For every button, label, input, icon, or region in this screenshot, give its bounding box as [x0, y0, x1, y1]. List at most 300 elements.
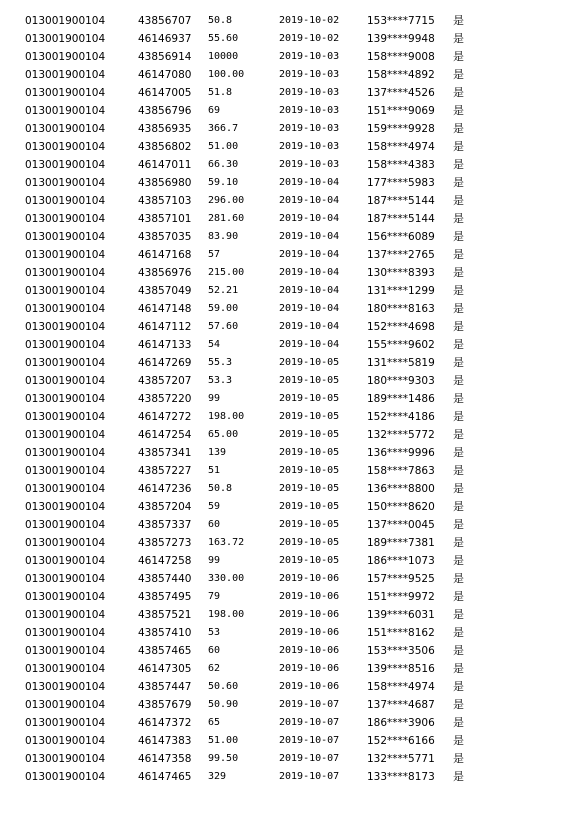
account-cell: 013001900104	[25, 303, 106, 315]
table-row	[0, 714, 561, 732]
data-table	[0, 12, 561, 786]
table-row	[0, 534, 561, 552]
phone-cell: 139****6031	[367, 609, 435, 621]
account-cell: 013001900104	[25, 375, 106, 387]
order-id-cell: 46147112	[138, 321, 192, 333]
order-id-cell: 43857679	[138, 699, 192, 711]
flag-cell: 是	[453, 104, 464, 117]
account-cell: 013001900104	[25, 645, 106, 657]
amount-cell: 57.60	[208, 321, 239, 332]
date-cell: 2019-10-06	[279, 681, 340, 692]
table-row	[0, 660, 561, 678]
amount-cell: 79	[208, 591, 221, 602]
table-row	[0, 588, 561, 606]
phone-cell: 133****8173	[367, 771, 435, 783]
flag-cell: 是	[453, 662, 464, 675]
date-cell: 2019-10-04	[279, 213, 340, 224]
amount-cell: 281.60	[208, 213, 245, 224]
amount-cell: 51	[208, 465, 221, 476]
order-id-cell: 46147305	[138, 663, 192, 675]
order-id-cell: 43857337	[138, 519, 192, 531]
flag-cell: 是	[453, 374, 464, 387]
table-row	[0, 570, 561, 588]
table-row	[0, 552, 561, 570]
flag-cell: 是	[453, 158, 464, 171]
table-row	[0, 498, 561, 516]
flag-cell: 是	[453, 626, 464, 639]
account-cell: 013001900104	[25, 573, 106, 585]
phone-cell: 158****4974	[367, 681, 435, 693]
order-id-cell: 46147372	[138, 717, 192, 729]
amount-cell: 366.7	[208, 123, 239, 134]
date-cell: 2019-10-04	[279, 249, 340, 260]
order-id-cell: 46146937	[138, 33, 192, 45]
account-cell: 013001900104	[25, 429, 106, 441]
account-cell: 013001900104	[25, 177, 106, 189]
table-row	[0, 318, 561, 336]
phone-cell: 159****9928	[367, 123, 435, 135]
account-cell: 013001900104	[25, 501, 106, 513]
date-cell: 2019-10-05	[279, 483, 340, 494]
amount-cell: 66.30	[208, 159, 239, 170]
account-cell: 013001900104	[25, 717, 106, 729]
phone-cell: 158****7863	[367, 465, 435, 477]
order-id-cell: 46147005	[138, 87, 192, 99]
date-cell: 2019-10-04	[279, 231, 340, 242]
date-cell: 2019-10-06	[279, 591, 340, 602]
account-cell: 013001900104	[25, 321, 106, 333]
order-id-cell: 46147358	[138, 753, 192, 765]
order-id-cell: 46147269	[138, 357, 192, 369]
flag-cell: 是	[453, 770, 464, 783]
table-row	[0, 120, 561, 138]
amount-cell: 99.50	[208, 753, 239, 764]
date-cell: 2019-10-06	[279, 573, 340, 584]
phone-cell: 151****9069	[367, 105, 435, 117]
table-row	[0, 642, 561, 660]
table-row	[0, 696, 561, 714]
account-cell: 013001900104	[25, 393, 106, 405]
flag-cell: 是	[453, 680, 464, 693]
phone-cell: 139****8516	[367, 663, 435, 675]
date-cell: 2019-10-04	[279, 339, 340, 350]
flag-cell: 是	[453, 212, 464, 225]
phone-cell: 137****4526	[367, 87, 435, 99]
table-row	[0, 516, 561, 534]
order-id-cell: 43856802	[138, 141, 192, 153]
account-cell: 013001900104	[25, 141, 106, 153]
amount-cell: 59.00	[208, 303, 239, 314]
flag-cell: 是	[453, 86, 464, 99]
date-cell: 2019-10-07	[279, 699, 340, 710]
phone-cell: 151****9972	[367, 591, 435, 603]
order-id-cell: 43856796	[138, 105, 192, 117]
table-row	[0, 390, 561, 408]
phone-cell: 153****7715	[367, 15, 435, 27]
phone-cell: 137****2765	[367, 249, 435, 261]
phone-cell: 180****8163	[367, 303, 435, 315]
account-cell: 013001900104	[25, 267, 106, 279]
account-cell: 013001900104	[25, 555, 106, 567]
phone-cell: 152****6166	[367, 735, 435, 747]
order-id-cell: 46147383	[138, 735, 192, 747]
order-id-cell: 46147011	[138, 159, 192, 171]
flag-cell: 是	[453, 122, 464, 135]
table-row	[0, 102, 561, 120]
order-id-cell: 43857341	[138, 447, 192, 459]
phone-cell: 180****9303	[367, 375, 435, 387]
flag-cell: 是	[453, 68, 464, 81]
phone-cell: 177****5983	[367, 177, 435, 189]
account-cell: 013001900104	[25, 483, 106, 495]
amount-cell: 59	[208, 501, 221, 512]
amount-cell: 65.00	[208, 429, 239, 440]
date-cell: 2019-10-02	[279, 15, 340, 26]
flag-cell: 是	[453, 500, 464, 513]
order-id-cell: 43856707	[138, 15, 192, 27]
amount-cell: 215.00	[208, 267, 245, 278]
amount-cell: 163.72	[208, 537, 245, 548]
date-cell: 2019-10-06	[279, 663, 340, 674]
flag-cell: 是	[453, 356, 464, 369]
date-cell: 2019-10-05	[279, 447, 340, 458]
phone-cell: 131****5819	[367, 357, 435, 369]
account-cell: 013001900104	[25, 591, 106, 603]
flag-cell: 是	[453, 644, 464, 657]
date-cell: 2019-10-05	[279, 411, 340, 422]
table-row	[0, 210, 561, 228]
phone-cell: 150****8620	[367, 501, 435, 513]
account-cell: 013001900104	[25, 357, 106, 369]
order-id-cell: 43857220	[138, 393, 192, 405]
order-id-cell: 43857035	[138, 231, 192, 243]
amount-cell: 54	[208, 339, 221, 350]
order-id-cell: 46147148	[138, 303, 192, 315]
phone-cell: 152****4186	[367, 411, 435, 423]
phone-cell: 152****4698	[367, 321, 435, 333]
phone-cell: 151****8162	[367, 627, 435, 639]
account-cell: 013001900104	[25, 609, 106, 621]
date-cell: 2019-10-03	[279, 141, 340, 152]
account-cell: 013001900104	[25, 735, 106, 747]
date-cell: 2019-10-04	[279, 285, 340, 296]
date-cell: 2019-10-04	[279, 195, 340, 206]
table-row	[0, 84, 561, 102]
order-id-cell: 43857495	[138, 591, 192, 603]
account-cell: 013001900104	[25, 447, 106, 459]
table-row	[0, 372, 561, 390]
date-cell: 2019-10-05	[279, 465, 340, 476]
flag-cell: 是	[453, 554, 464, 567]
table-row	[0, 282, 561, 300]
table-row	[0, 48, 561, 66]
amount-cell: 83.90	[208, 231, 239, 242]
phone-cell: 189****7381	[367, 537, 435, 549]
order-id-cell: 46147258	[138, 555, 192, 567]
order-id-cell: 43857410	[138, 627, 192, 639]
table-row	[0, 336, 561, 354]
phone-cell: 187****5144	[367, 213, 435, 225]
phone-cell: 139****9948	[367, 33, 435, 45]
date-cell: 2019-10-03	[279, 69, 340, 80]
table-row	[0, 246, 561, 264]
date-cell: 2019-10-05	[279, 537, 340, 548]
phone-cell: 186****3906	[367, 717, 435, 729]
date-cell: 2019-10-06	[279, 645, 340, 656]
flag-cell: 是	[453, 176, 464, 189]
order-id-cell: 43857440	[138, 573, 192, 585]
table-row	[0, 66, 561, 84]
phone-cell: 132****5771	[367, 753, 435, 765]
flag-cell: 是	[453, 698, 464, 711]
amount-cell: 50.8	[208, 483, 233, 494]
date-cell: 2019-10-05	[279, 429, 340, 440]
phone-cell: 189****1486	[367, 393, 435, 405]
table-row	[0, 768, 561, 786]
phone-cell: 158****4974	[367, 141, 435, 153]
amount-cell: 62	[208, 663, 221, 674]
account-cell: 013001900104	[25, 627, 106, 639]
table-row	[0, 192, 561, 210]
table-row	[0, 156, 561, 174]
flag-cell: 是	[453, 230, 464, 243]
table-row	[0, 264, 561, 282]
phone-cell: 130****8393	[367, 267, 435, 279]
account-cell: 013001900104	[25, 123, 106, 135]
order-id-cell: 43857204	[138, 501, 192, 513]
account-cell: 013001900104	[25, 339, 106, 351]
date-cell: 2019-10-03	[279, 123, 340, 134]
flag-cell: 是	[453, 572, 464, 585]
order-id-cell: 46147465	[138, 771, 192, 783]
account-cell: 013001900104	[25, 105, 106, 117]
account-cell: 013001900104	[25, 69, 106, 81]
table-row	[0, 606, 561, 624]
order-id-cell: 46147080	[138, 69, 192, 81]
amount-cell: 65	[208, 717, 221, 728]
phone-cell: 137****0045	[367, 519, 435, 531]
phone-cell: 132****5772	[367, 429, 435, 441]
order-id-cell: 43857049	[138, 285, 192, 297]
amount-cell: 198.00	[208, 609, 245, 620]
date-cell: 2019-10-04	[279, 177, 340, 188]
table-row	[0, 462, 561, 480]
amount-cell: 51.00	[208, 141, 239, 152]
amount-cell: 50.8	[208, 15, 233, 26]
amount-cell: 52.21	[208, 285, 239, 296]
date-cell: 2019-10-03	[279, 87, 340, 98]
order-id-cell: 43856935	[138, 123, 192, 135]
date-cell: 2019-10-05	[279, 375, 340, 386]
date-cell: 2019-10-06	[279, 609, 340, 620]
account-cell: 013001900104	[25, 159, 106, 171]
amount-cell: 69	[208, 105, 221, 116]
phone-cell: 187****5144	[367, 195, 435, 207]
amount-cell: 55.60	[208, 33, 239, 44]
account-cell: 013001900104	[25, 681, 106, 693]
date-cell: 2019-10-07	[279, 717, 340, 728]
table-row	[0, 678, 561, 696]
flag-cell: 是	[453, 716, 464, 729]
flag-cell: 是	[453, 50, 464, 63]
account-cell: 013001900104	[25, 15, 106, 27]
date-cell: 2019-10-03	[279, 159, 340, 170]
amount-cell: 51.8	[208, 87, 233, 98]
amount-cell: 296.00	[208, 195, 245, 206]
amount-cell: 10000	[208, 51, 239, 62]
flag-cell: 是	[453, 248, 464, 261]
flag-cell: 是	[453, 302, 464, 315]
date-cell: 2019-10-07	[279, 753, 340, 764]
phone-cell: 157****9525	[367, 573, 435, 585]
order-id-cell: 43857103	[138, 195, 192, 207]
date-cell: 2019-10-02	[279, 33, 340, 44]
date-cell: 2019-10-05	[279, 519, 340, 530]
flag-cell: 是	[453, 446, 464, 459]
date-cell: 2019-10-07	[279, 771, 340, 782]
table-row	[0, 408, 561, 426]
flag-cell: 是	[453, 140, 464, 153]
flag-cell: 是	[453, 536, 464, 549]
flag-cell: 是	[453, 194, 464, 207]
amount-cell: 198.00	[208, 411, 245, 422]
order-id-cell: 46147254	[138, 429, 192, 441]
account-cell: 013001900104	[25, 771, 106, 783]
date-cell: 2019-10-05	[279, 555, 340, 566]
amount-cell: 99	[208, 393, 221, 404]
order-id-cell: 46147168	[138, 249, 192, 261]
table-row	[0, 138, 561, 156]
amount-cell: 53	[208, 627, 221, 638]
order-id-cell: 43857521	[138, 609, 192, 621]
date-cell: 2019-10-05	[279, 357, 340, 368]
flag-cell: 是	[453, 266, 464, 279]
flag-cell: 是	[453, 428, 464, 441]
table-row	[0, 444, 561, 462]
flag-cell: 是	[453, 284, 464, 297]
flag-cell: 是	[453, 752, 464, 765]
phone-cell: 158****9008	[367, 51, 435, 63]
phone-cell: 136****9996	[367, 447, 435, 459]
phone-cell: 153****3506	[367, 645, 435, 657]
flag-cell: 是	[453, 338, 464, 351]
flag-cell: 是	[453, 320, 464, 333]
account-cell: 013001900104	[25, 411, 106, 423]
order-id-cell: 43857465	[138, 645, 192, 657]
amount-cell: 330.00	[208, 573, 245, 584]
phone-cell: 186****1073	[367, 555, 435, 567]
date-cell: 2019-10-03	[279, 105, 340, 116]
account-cell: 013001900104	[25, 285, 106, 297]
amount-cell: 59.10	[208, 177, 239, 188]
flag-cell: 是	[453, 608, 464, 621]
amount-cell: 99	[208, 555, 221, 566]
amount-cell: 329	[208, 771, 227, 782]
table-row	[0, 732, 561, 750]
amount-cell: 100.00	[208, 69, 245, 80]
order-id-cell: 43856976	[138, 267, 192, 279]
account-cell: 013001900104	[25, 465, 106, 477]
account-cell: 013001900104	[25, 699, 106, 711]
flag-cell: 是	[453, 392, 464, 405]
order-id-cell: 43857101	[138, 213, 192, 225]
account-cell: 013001900104	[25, 231, 106, 243]
phone-cell: 158****4383	[367, 159, 435, 171]
account-cell: 013001900104	[25, 195, 106, 207]
phone-cell: 136****8800	[367, 483, 435, 495]
amount-cell: 60	[208, 645, 221, 656]
date-cell: 2019-10-03	[279, 51, 340, 62]
date-cell: 2019-10-04	[279, 303, 340, 314]
order-id-cell: 46147133	[138, 339, 192, 351]
date-cell: 2019-10-06	[279, 627, 340, 638]
table-row	[0, 30, 561, 48]
table-row	[0, 480, 561, 498]
flag-cell: 是	[453, 14, 464, 27]
flag-cell: 是	[453, 590, 464, 603]
phone-cell: 156****6089	[367, 231, 435, 243]
flag-cell: 是	[453, 32, 464, 45]
order-id-cell: 43856914	[138, 51, 192, 63]
order-id-cell: 43857447	[138, 681, 192, 693]
date-cell: 2019-10-07	[279, 735, 340, 746]
account-cell: 013001900104	[25, 33, 106, 45]
account-cell: 013001900104	[25, 213, 106, 225]
phone-cell: 137****4687	[367, 699, 435, 711]
flag-cell: 是	[453, 482, 464, 495]
amount-cell: 57	[208, 249, 221, 260]
order-id-cell: 46147272	[138, 411, 192, 423]
account-cell: 013001900104	[25, 51, 106, 63]
order-id-cell: 46147236	[138, 483, 192, 495]
table-row	[0, 354, 561, 372]
date-cell: 2019-10-05	[279, 393, 340, 404]
flag-cell: 是	[453, 410, 464, 423]
amount-cell: 55.3	[208, 357, 233, 368]
table-row	[0, 300, 561, 318]
account-cell: 013001900104	[25, 87, 106, 99]
order-id-cell: 43857227	[138, 465, 192, 477]
account-cell: 013001900104	[25, 519, 106, 531]
flag-cell: 是	[453, 464, 464, 477]
order-id-cell: 43856980	[138, 177, 192, 189]
amount-cell: 51.00	[208, 735, 239, 746]
order-id-cell: 43857207	[138, 375, 192, 387]
date-cell: 2019-10-05	[279, 501, 340, 512]
table-row	[0, 624, 561, 642]
table-row	[0, 12, 561, 30]
table-row	[0, 750, 561, 768]
amount-cell: 50.60	[208, 681, 239, 692]
table-row	[0, 228, 561, 246]
table-row	[0, 426, 561, 444]
amount-cell: 60	[208, 519, 221, 530]
date-cell: 2019-10-04	[279, 267, 340, 278]
flag-cell: 是	[453, 734, 464, 747]
order-id-cell: 43857273	[138, 537, 192, 549]
flag-cell: 是	[453, 518, 464, 531]
amount-cell: 53.3	[208, 375, 233, 386]
account-cell: 013001900104	[25, 663, 106, 675]
table-row	[0, 174, 561, 192]
phone-cell: 155****9602	[367, 339, 435, 351]
phone-cell: 158****4892	[367, 69, 435, 81]
amount-cell: 50.90	[208, 699, 239, 710]
amount-cell: 139	[208, 447, 227, 458]
account-cell: 013001900104	[25, 753, 106, 765]
date-cell: 2019-10-04	[279, 321, 340, 332]
account-cell: 013001900104	[25, 249, 106, 261]
